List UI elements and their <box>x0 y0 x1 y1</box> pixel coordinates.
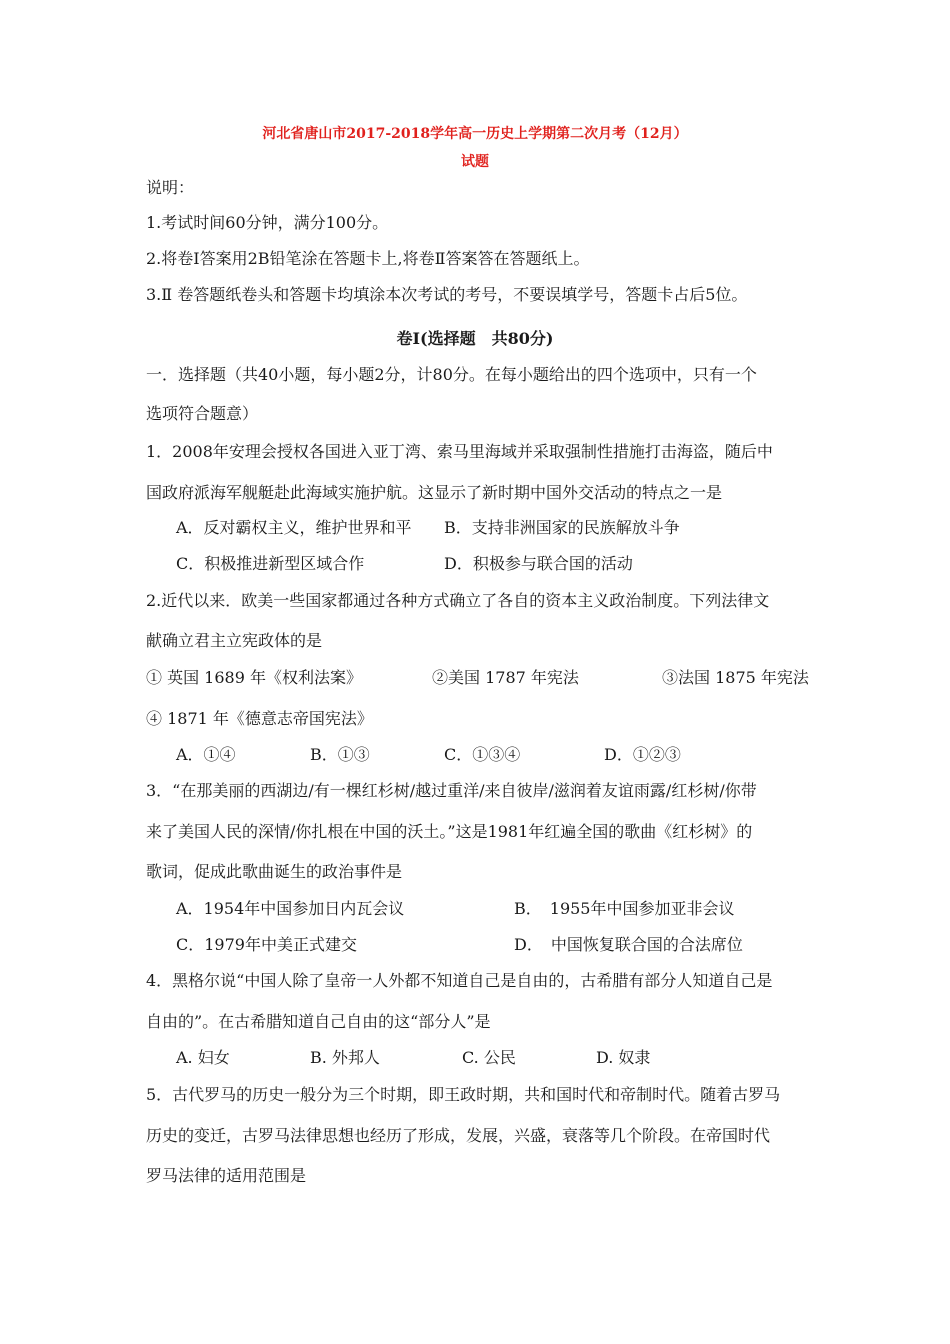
question-1-option-b: B．支持非洲国家的民族解放斗争 <box>444 518 680 537</box>
exam-title: 河北省唐山市2017-2018学年高一历史上学期第二次月考（12月） <box>262 126 688 142</box>
question-2-item-1: ① 英国 1689 年《权利法案》 <box>146 668 362 687</box>
question-2-item-2: ②美国 1787 年宪法 <box>432 668 579 687</box>
question-2-stem: 2.近代以来．欧美一些国家都通过各种方式确立了各自的资本主义政治制度。下列法律文 <box>146 591 770 610</box>
question-2-item-3: ③法国 1875 年宪法 <box>662 668 809 687</box>
question-5-stem-cont: 历史的变迁，古罗马法律思想也经历了形成，发展，兴盛，衰落等几个阶段。在帝国时代 <box>146 1126 771 1145</box>
part1-instructions: 一．选择题（共40小题，每小题2分，计80分。在每小题给出的四个选项中，只有一个 <box>146 365 757 384</box>
question-3-stem-cont-2: 歌词，促成此歌曲诞生的政治事件是 <box>146 862 403 881</box>
question-1-stem-cont: 国政府派海军舰艇赴此海域实施护航。这显示了新时期中国外交活动的特点之一是 <box>146 483 723 502</box>
question-3-option-c: C．1979年中美正式建交 <box>176 935 357 954</box>
question-4-option-a: A. 妇女 <box>176 1048 230 1067</box>
note-2: 2.将卷Ⅰ答案用2B铅笔涂在答题卡上,将卷Ⅱ答案答在答题纸上。 <box>146 249 590 268</box>
question-4-option-d: D. 奴隶 <box>596 1048 651 1067</box>
question-1-stem: 1．2008年安理会授权各国进入亚丁湾、索马里海域并采取强制性措施打击海盗，随后中 <box>146 442 773 461</box>
section-heading: 卷Ⅰ(选择题 共80分) <box>396 329 554 348</box>
question-2-option-c: C．①③④ <box>444 745 521 764</box>
note-3: 3.Ⅱ 卷答题纸卷头和答题卡均填涂本次考试的考号，不要误填学号，答题卡占后5位。 <box>146 285 748 304</box>
exam-title-line2: 试题 <box>461 154 489 170</box>
question-3-option-d: D． 中国恢复联合国的合法席位 <box>514 935 743 954</box>
question-5-stem-cont-2: 罗马法律的适用范围是 <box>146 1166 307 1185</box>
question-5-stem: 5．古代罗马的历史一般分为三个时期，即王政时期，共和国时代和帝制时代。随着古罗马 <box>146 1085 781 1104</box>
question-3-option-a: A．1954年中国参加日内瓦会议 <box>176 899 405 918</box>
question-4-option-b: B. 外邦人 <box>310 1048 380 1067</box>
question-3-stem: 3．“在那美丽的西湖边/有一棵红杉树/越过重洋/来自彼岸/滋润着友谊雨露/红杉树/你带 <box>146 781 757 800</box>
question-2-option-d: D．①②③ <box>604 745 681 764</box>
question-2-option-b: B．①③ <box>310 745 370 764</box>
question-2-stem-cont: 献确立君主立宪政体的是 <box>146 631 323 650</box>
question-4-stem: 4．黑格尔说“中国人除了皇帝一人外都不知道自己是自由的，古希腊有部分人知道自己是 <box>146 971 773 990</box>
notes-header: 说明： <box>146 178 195 197</box>
note-1: 1.考试时间60分钟，满分100分。 <box>146 213 389 232</box>
question-3-option-b: B． 1955年中国参加亚非会议 <box>514 899 735 918</box>
question-4-stem-cont: 自由的”。在古希腊知道自己自由的这“部分人”是 <box>146 1012 491 1031</box>
question-1-option-d: D．积极参与联合国的活动 <box>444 554 633 573</box>
question-1-option-c: C．积极推进新型区域合作 <box>176 554 365 573</box>
question-1-option-a: A．反对霸权主义，维护世界和平 <box>176 518 412 537</box>
question-2-item-4: ④ 1871 年《德意志帝国宪法》 <box>146 709 373 728</box>
question-2-option-a: A．①④ <box>176 745 236 764</box>
part1-instructions-cont: 选项符合题意） <box>146 404 259 423</box>
question-4-option-c: C. 公民 <box>462 1048 516 1067</box>
question-3-stem-cont: 来了美国人民的深情/你扎根在中国的沃土。”这是1981年红遍全国的歌曲《红杉树》的 <box>146 822 753 841</box>
